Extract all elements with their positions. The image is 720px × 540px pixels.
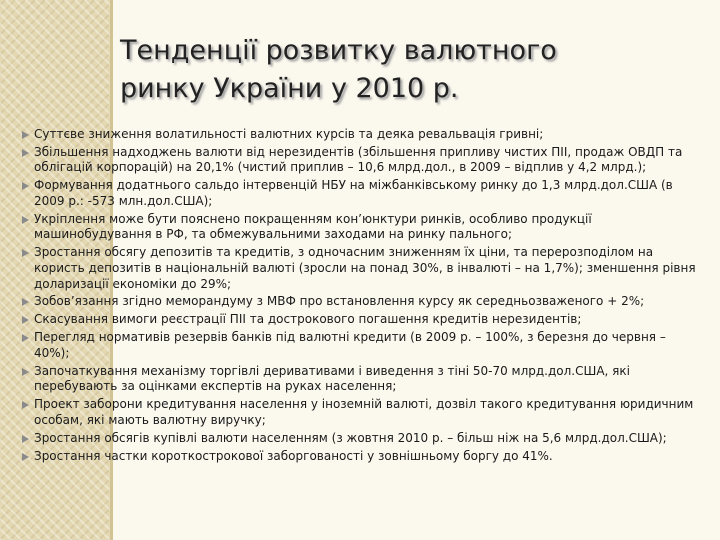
bullet-arrow-icon [22, 149, 29, 157]
bullet-arrow-icon [22, 131, 29, 139]
bullet-item [22, 330, 698, 361]
bullet-arrow-icon [22, 316, 29, 324]
bullet-text: Зростання обсягу депозитів та кредитів, з одночасним зниженням їх ціни, та перерозподілом на користь депозитів в національній валюті (зросли на понад 30%, в інвалюті – на 1,7%); зменшення рівня доларизації економіки до 29%; [34, 245, 696, 291]
bullet-arrow-icon [22, 216, 29, 224]
bullet-text: Збільшення надходжень валюти від нерезидентів (збільшення припливу чистих ПІІ, продаж ОВДП та облігацій корпорацій) на 20,1% (чистий приплив – 10,6 млрд.дол., в 2009 – відплив у 4,2 млрд.); [34, 144, 683, 175]
bullet-item [22, 127, 698, 143]
bullet-text: Формування додатнього сальдо інтервенцій НБУ на міжбанківському ринку до 1,3 млрд.дол.США (в 2009 р.: -573 млн.дол.США); [34, 178, 673, 208]
bullet-item [22, 294, 698, 310]
bullet-arrow-icon [22, 435, 29, 443]
bullet-text: Суттєве зниження волатильності валютних курсів та деяка ревальвація гривні; [34, 127, 544, 141]
bullet-arrow-icon [22, 368, 29, 376]
bullet-item [22, 212, 698, 243]
bullet-arrow-icon [22, 453, 29, 461]
bullet-item [22, 397, 698, 428]
bullet-list [22, 127, 698, 466]
bullet-item [22, 145, 698, 176]
bullet-arrow-icon [22, 334, 29, 342]
bullet-arrow-icon [22, 298, 29, 306]
bullet-text: Зобов’язання згідно меморандуму з МВФ про встановлення курсу як середньозваженого + 2%; [34, 294, 645, 309]
bullet-text: Зростання обсягів купівлі валюти населенням (з жовтня 2010 р. – більш ніж на 5,6 млрд.дол.США); [34, 430, 667, 445]
bullet-text: Проект заборони кредитування населення у іноземній валюті, дозвіл такого кредитування юридичним особам, які мають валютну виручку; [34, 397, 694, 427]
bullet-item [22, 178, 698, 209]
bullet-text: Укріплення може бути пояснено покращенням кон’юнктури ринків, особливо продукції машинобудування в РФ, та обмежувальними заходами на ринку пального; [34, 211, 592, 242]
bullet-item [22, 449, 698, 465]
bullet-item [22, 431, 698, 447]
bullet-item [22, 245, 698, 292]
bullet-item [22, 364, 698, 395]
bullet-text: Скасування вимоги реєстрації ПІІ та дострокового погашення кредитів нерезидентів; [34, 312, 582, 327]
bullet-arrow-icon [22, 182, 29, 190]
bullet-arrow-icon [22, 249, 29, 257]
slide-title [120, 32, 680, 108]
bullet-item [22, 312, 698, 328]
slide-title-line-2: ринку України у 2010 р. [120, 73, 459, 104]
bullet-text: Зростання частки короткострокової заборгованості у зовнішньому боргу до 41%. [34, 448, 553, 463]
slide-title-line-1: Тенденції розвитку валютного [120, 35, 557, 66]
bullet-text: Започаткування механізму торгівлі деривативами і виведення з тіні 50-70 млрд.дол.США, які перебувають за оцінками експертів на руках населення; [34, 363, 630, 394]
bullet-text: Перегляд нормативів резервів банків під валютні кредити (в 2009 р. – 100%, з березня до червня – 40%); [34, 330, 666, 360]
bullet-arrow-icon [22, 401, 29, 409]
